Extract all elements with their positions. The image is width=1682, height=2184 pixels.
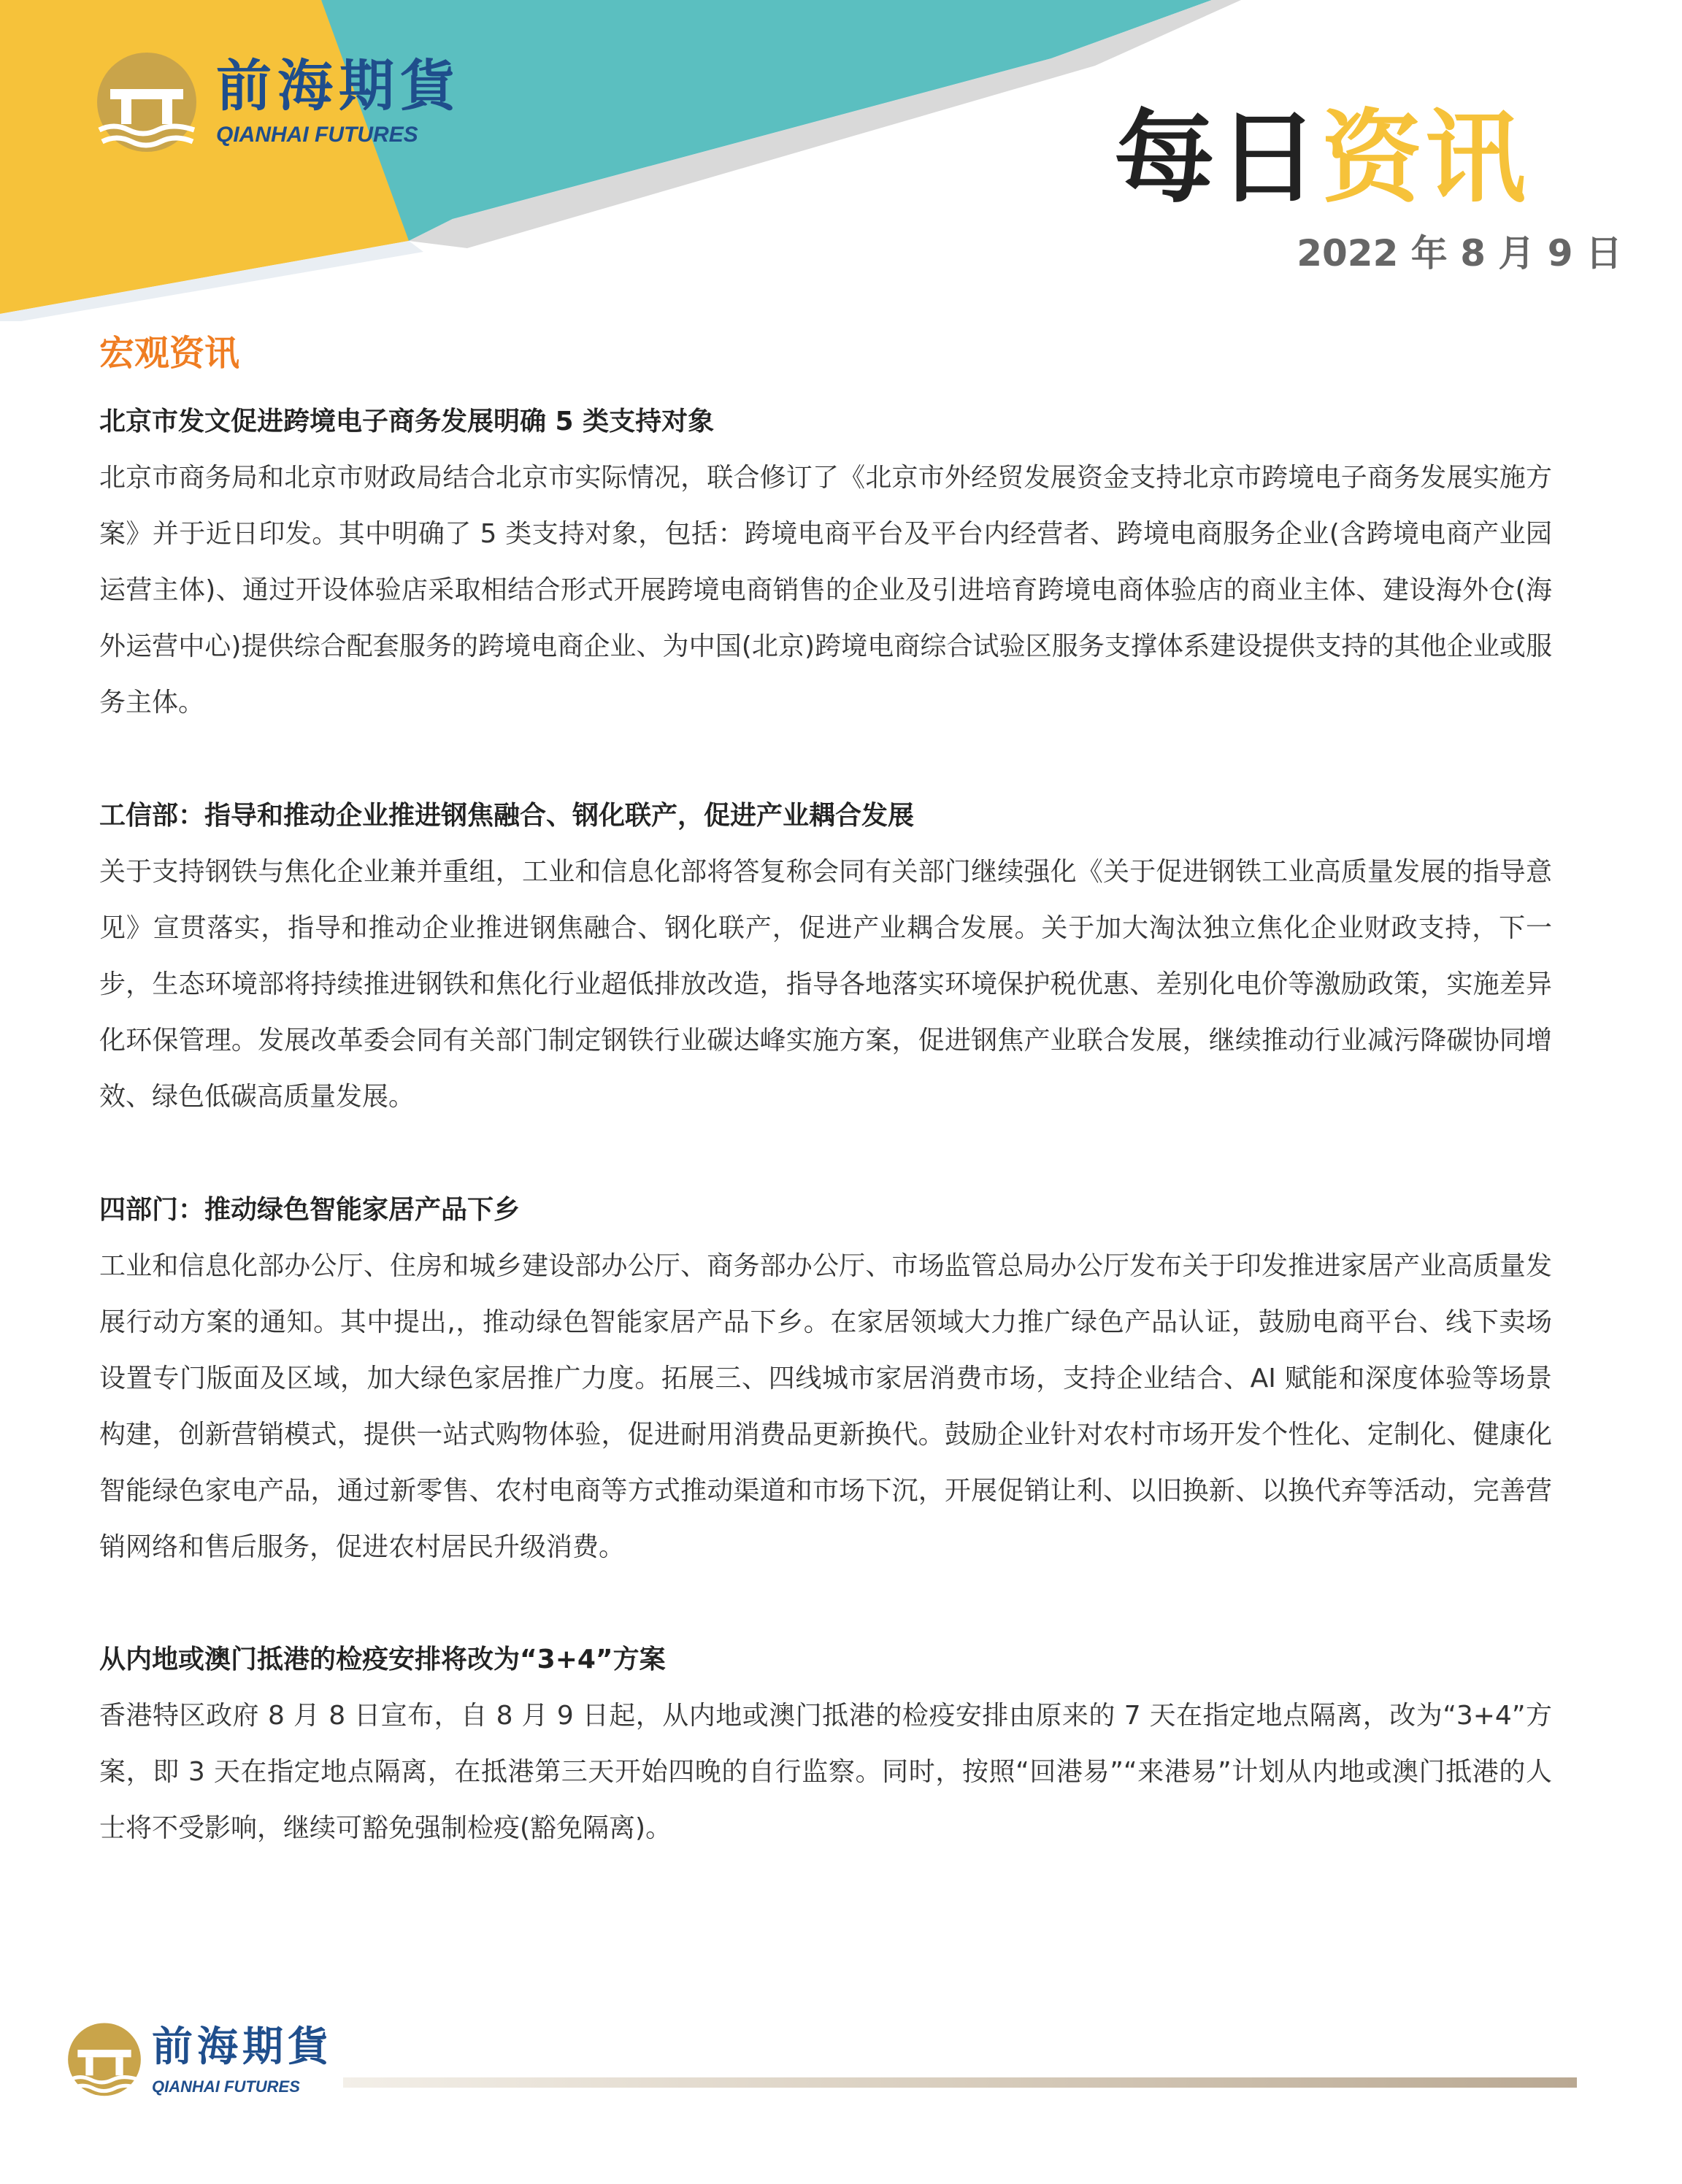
header-logo xyxy=(92,51,461,161)
brand-name-en: QIANHAI FUTURES xyxy=(216,123,418,147)
article-title: 工信部：指导和推动企业推进钢焦融合、钢化联产，促进产业耦合发展 xyxy=(99,801,915,831)
footer-divider xyxy=(343,2077,1577,2088)
footer-logo xyxy=(64,2022,371,2110)
article-body: 北京市商务局和北京市财政局结合北京市实际情况，联合修订了《北京市外经贸发展资金支持北京市跨境电子商务发展实施方案》并于近日印发。其中明确了 5 类支持对象，包括：跨境电商平台及平台内经营者、跨境电商服务企业(含跨境电商产业园运营主体)、通过开设体验店采取相结合形式开展跨境电商销售的企业及引进培育跨境电商体验店的商业主体、建设海外仓(海外运营中心)提供综合配套服务的跨境电商企业、为中国(北京)跨境电商综合试验区服务支撑体系建设提供支持的其他企业或服务主体。 xyxy=(99,463,1552,718)
article-body: 关于支持钢铁与焦化企业兼并重组，工业和信息化部将答复称会同有关部门继续强化《关于促进钢铁工业高质量发展的指导意见》宣贯落实，指导和推动企业推进钢焦融合、钢化联产，促进产业耦合发展。关于加大淘汰独立焦化企业财政支持，下一步，生态环境部将持续推进钢铁和焦化行业超低排放改造，指导各地落实环境保护税优惠、差别化电价等激励政策，实施差异化环保管理。发展改革委会同有关部门制定钢铁行业碳达峰实施方案，促进钢焦产业联合发展，继续推动行业减污降碳协同增效、绿色低碳高质量发展。 xyxy=(99,857,1552,1112)
article-title: 四部门：推动绿色智能家居产品下乡 xyxy=(99,1195,521,1225)
article-title: 北京市发文促进跨境电子商务发展明确 5 类支持对象 xyxy=(99,407,715,437)
harbor-logo-icon xyxy=(64,2022,145,2102)
issue-date: 2022 年 8 月 9 日 xyxy=(1297,232,1622,274)
article-4 xyxy=(99,1639,1552,1856)
page-title xyxy=(1113,99,1529,217)
article-2 xyxy=(99,796,1552,1125)
article-1 xyxy=(99,401,1552,731)
footer-brand-name-cn: 前海期貨 xyxy=(152,2023,333,2071)
harbor-logo-icon xyxy=(92,51,201,161)
article-title: 从内地或澳门抵港的检疫安排将改为“3+4”方案 xyxy=(99,1645,666,1674)
section-title: 宏观资讯 xyxy=(99,333,240,374)
article-body: 香港特区政府 8 月 8 日宣布，自 8 月 9 日起，从内地或澳门抵港的检疫安排由原来的 7 天在指定地点隔离，改为“3+4”方案，即 3 天在指定地点隔离，在抵港第三天开始四晚的自行监察。同时，按照“回港易”“来港易”计划从内地或澳门抵港的人士将不受影响，继续可豁免强制检疫(豁免隔离)。 xyxy=(99,1701,1552,1843)
brand-name-cn: 前海期貨 xyxy=(216,53,461,118)
page-title-part2: 资讯 xyxy=(1321,99,1529,217)
footer-brand-name-en: QIANHAI FUTURES xyxy=(152,2077,300,2096)
page-title-part1: 每日 xyxy=(1113,99,1321,217)
article-3 xyxy=(99,1190,1552,1575)
article-body: 工业和信息化部办公厅、住房和城乡建设部办公厅、商务部办公厅、市场监管总局办公厅发布关于印发推进家居产业高质量发展行动方案的通知。其中提出,，推动绿色智能家居产品下乡。在家居领域大力推广绿色产品认证，鼓励电商平台、线下卖场设置专门版面及区域，加大绿色家居推广力度。拓展三、四线城市家居消费市场，支持企业结合、AI 赋能和深度体验等场景构建，创新营销模式，提供一站式购物体验，促进耐用消费品更新换代。鼓励企业针对农村市场开发个性化、定制化、健康化智能绿色家电产品，通过新零售、农村电商等方式推动渠道和市场下沉，开展促销让利、以旧换新、以换代弃等活动，完善营销网络和售后服务，促进农村居民升级消费。 xyxy=(99,1251,1552,1562)
